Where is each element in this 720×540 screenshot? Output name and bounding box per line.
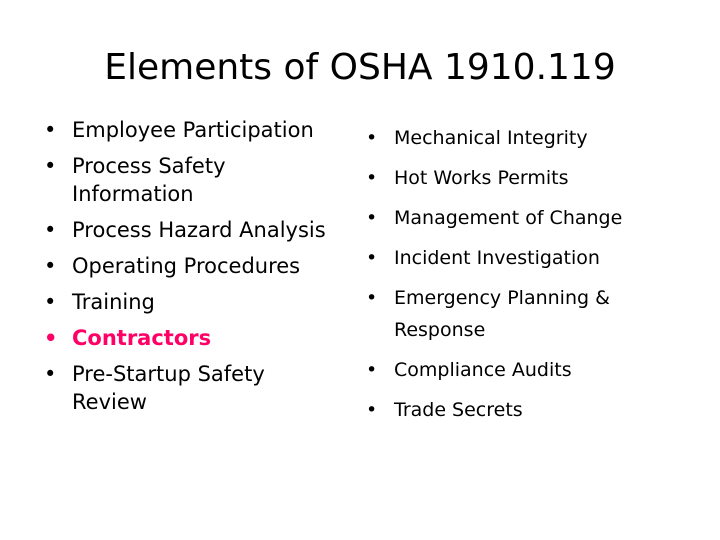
list-item-label: Management of Change [394, 207, 623, 229]
bullet-icon: • [44, 118, 57, 142]
list-item-label: Pre-Startup Safety Review [72, 362, 265, 414]
list-item [44, 216, 344, 244]
list-item [366, 282, 686, 346]
bullet-icon: • [366, 127, 378, 149]
bullet-icon: • [366, 359, 378, 381]
bullet-icon: • [366, 399, 378, 421]
list-item [44, 152, 344, 208]
list-item [366, 162, 686, 194]
list-item [366, 202, 686, 234]
list-item-label: Trade Secrets [394, 399, 523, 421]
list-item [366, 394, 686, 426]
list-item [366, 242, 686, 274]
right-bullet-list [366, 122, 686, 434]
left-bullet-list [44, 116, 344, 424]
list-item-label: Incident Investigation [394, 247, 600, 269]
list-item-label: Employee Participation [72, 118, 314, 142]
bullet-icon: • [44, 218, 57, 242]
list-item-label: Hot Works Permits [394, 167, 569, 189]
list-item-label: Emergency Planning & Response [394, 287, 610, 341]
list-item [366, 122, 686, 154]
bullet-icon: • [44, 326, 58, 350]
bullet-icon: • [44, 362, 57, 386]
list-item [44, 360, 344, 416]
list-item [44, 116, 344, 144]
list-item-label: Process Hazard Analysis [72, 218, 326, 242]
bullet-icon: • [44, 290, 57, 314]
list-item [366, 354, 686, 386]
slide-title: Elements of OSHA 1910.119 [104, 47, 616, 88]
list-item-label: Contractors [72, 326, 212, 350]
bullet-icon: • [44, 154, 57, 178]
list-item [44, 288, 344, 316]
bullet-icon: • [44, 254, 57, 278]
bullet-icon: • [366, 247, 378, 269]
list-item-label: Mechanical Integrity [394, 127, 588, 149]
list-item [44, 252, 344, 280]
list-item-label: Operating Procedures [72, 254, 301, 278]
list-item-highlighted [44, 324, 344, 352]
list-item-label: Process Safety Information [72, 154, 226, 206]
bullet-icon: • [366, 167, 378, 189]
list-item-label: Compliance Audits [394, 359, 572, 381]
list-item-label: Training [72, 290, 155, 314]
bullet-icon: • [366, 287, 378, 309]
bullet-icon: • [366, 207, 378, 229]
